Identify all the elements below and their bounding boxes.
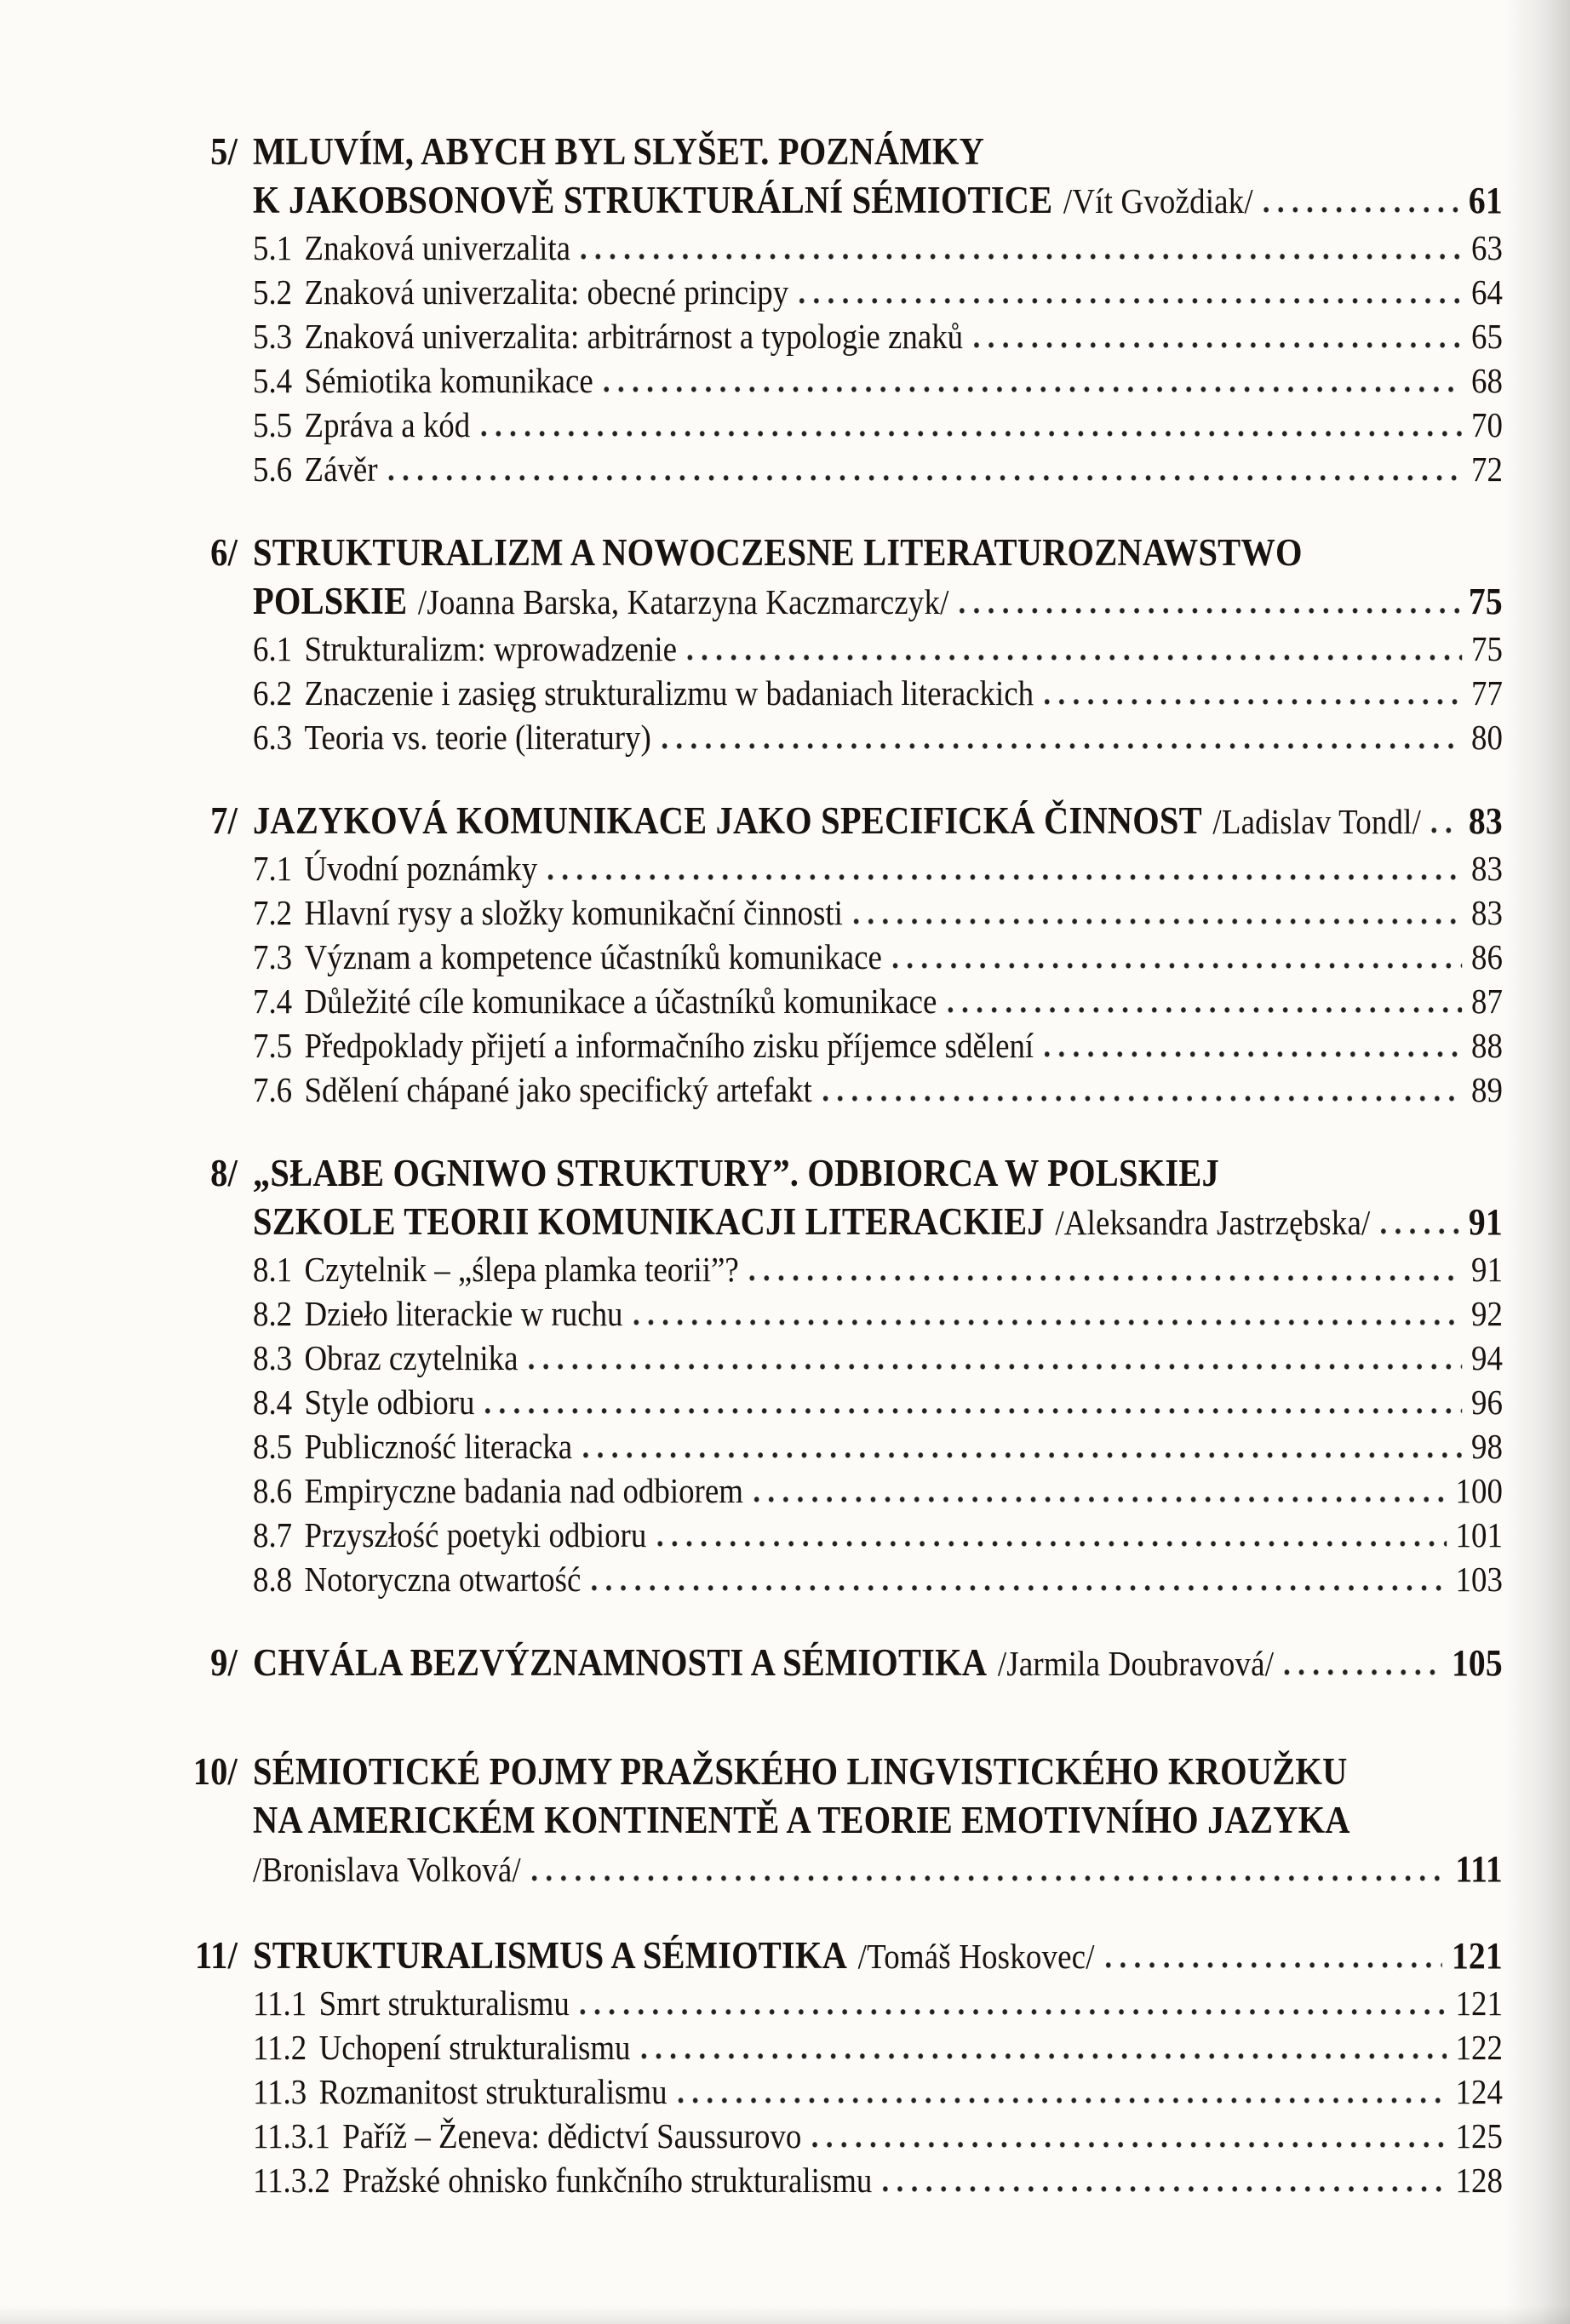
toc-entry-row (0, 1247, 1503, 1291)
entry-number: 11.3 (253, 2072, 307, 2111)
section-title: SÉMIOTICKÉ POJMY PRAŽSKÉHO LINGVISTICKÉHO KROUŽKU (253, 1750, 1348, 1793)
entry-title: Znaczenie i zasięg strukturalizmu w badaniach literackich (304, 673, 1034, 713)
toc-entry-row (0, 846, 1503, 890)
entry-title: Závěr (304, 449, 378, 489)
section-header-row (0, 128, 1503, 176)
toc-section (0, 1748, 1503, 1894)
toc-entry-row (0, 1380, 1503, 1424)
toc-section (0, 128, 1503, 491)
entry-number: 5.6 (253, 449, 293, 489)
toc-entry-row (0, 1981, 1503, 2025)
section-author: /Tomáš Hoskovec/ (857, 1937, 1095, 1976)
toc-section (0, 797, 1503, 1112)
page-number: 124 (1455, 2072, 1503, 2111)
scan-shadow-bottom (0, 2305, 1570, 2324)
section-number: 7/ (210, 799, 238, 842)
page-number: 105 (1451, 1642, 1503, 1684)
entry-number: 7.4 (253, 982, 293, 1021)
section-number: 11/ (194, 1934, 238, 1977)
entry-title: Znaková univerzalita (304, 228, 571, 267)
entry-title: Hlavní rysy a složky komunikační činnosti (304, 893, 843, 932)
dot-leader (485, 1408, 1462, 1414)
section-author: /Joanna Barska, Katarzyna Kaczmarczyk/ (417, 582, 949, 621)
page-number: 91 (1471, 1250, 1503, 1289)
section-title: POLSKIE (253, 580, 408, 622)
dot-leader (749, 1275, 1462, 1281)
toc-entry-row (0, 358, 1503, 403)
dot-leader (799, 298, 1462, 304)
section-title: MLUVÍM, ABYCH BYL SLYŠET. POZNÁMKY (253, 130, 984, 173)
dot-leader (688, 655, 1463, 661)
page-number: 111 (1455, 1848, 1503, 1890)
dot-leader (1045, 699, 1463, 705)
dot-leader (531, 1875, 1446, 1881)
toc-entry-row (0, 2114, 1503, 2158)
toc-entry-row (0, 1291, 1503, 1336)
entry-number: 8.3 (253, 1338, 293, 1377)
page-number: 68 (1471, 361, 1503, 400)
dot-leader (1105, 1962, 1442, 1968)
page-number: 83 (1471, 893, 1503, 932)
toc-entry-row (0, 447, 1503, 491)
entry-number: 7.6 (253, 1070, 293, 1109)
entry-number: 7.5 (253, 1026, 293, 1065)
entry-title: Notoryczna otwartość (304, 1560, 582, 1599)
entry-title: Význam a kompetence účastníků komunikace (304, 937, 882, 976)
dot-leader (1045, 1051, 1462, 1057)
toc-entry-row (0, 1336, 1503, 1380)
entry-title: Obraz czytelnika (304, 1338, 519, 1377)
page-number: 88 (1471, 1026, 1503, 1065)
section-title: NA AMERICKÉM KONTINENTĚ A TEORIE EMOTIVNÍHO JAZYKA (253, 1799, 1350, 1841)
section-title: K JAKOBSONOVĚ STRUKTURÁLNÍ SÉMIOTICE (253, 179, 1053, 221)
toc-section (0, 1639, 1503, 1688)
entry-number: 6.2 (253, 673, 293, 713)
toc-section (0, 529, 1503, 759)
dot-leader (754, 1497, 1447, 1503)
page-number: 83 (1471, 849, 1503, 888)
dot-leader (1381, 1228, 1459, 1234)
entry-number: 11.1 (253, 1983, 307, 2023)
entry-number: 11.3.2 (253, 2161, 330, 2200)
toc-entry-row (0, 314, 1503, 358)
section-title: „SŁABE OGNIWO STRUKTURY”. ODBIORCA W POLSKIEJ (253, 1152, 1219, 1194)
entry-title: Úvodní poznámky (304, 849, 538, 888)
dot-leader (1285, 1669, 1442, 1675)
toc-entry-row (0, 1023, 1503, 1068)
toc-entry-row (0, 2069, 1503, 2114)
dot-leader (592, 1585, 1447, 1591)
toc-entry-row (0, 1557, 1503, 1601)
toc-entry-row (0, 671, 1503, 715)
entry-title: Dzieło literackie w ruchu (304, 1294, 623, 1333)
page-number: 100 (1455, 1471, 1503, 1510)
dot-leader (388, 475, 1462, 481)
dot-leader (948, 1007, 1462, 1013)
toc-entry-row (0, 1068, 1503, 1112)
toc-entry-row (0, 403, 1503, 447)
section-number: 8/ (210, 1152, 238, 1194)
section-title: STRUKTURALISMUS A SÉMIOTIKA (253, 1934, 848, 1977)
entry-title: Teoria vs. teorie (literatury) (304, 718, 651, 757)
page-number: 121 (1455, 1983, 1503, 2023)
page-number: 94 (1471, 1338, 1503, 1377)
dot-leader (812, 2142, 1447, 2148)
entry-title: Style odbioru (304, 1382, 475, 1422)
toc-section (0, 1149, 1503, 1601)
entry-number: 7.1 (253, 849, 293, 888)
page-number: 83 (1468, 800, 1503, 842)
entry-number: 8.1 (253, 1250, 293, 1289)
entry-title: Paříž – Ženeva: dědictví Saussurovo (342, 2116, 802, 2155)
entry-title: Znaková univerzalita: arbitrárnost a typologie znaků (304, 317, 964, 356)
section-title: SZKOLE TEORII KOMUNIKACJI LITERACKIEJ (253, 1200, 1045, 1243)
page-number: 75 (1468, 581, 1503, 622)
toc-entry-row (0, 2158, 1503, 2202)
section-title: CHVÁLA BEZVÝZNAMNOSTI A SÉMIOTIKA (253, 1641, 988, 1684)
dot-leader (960, 608, 1459, 614)
page-number: 80 (1471, 718, 1503, 757)
toc-entry-row (0, 627, 1503, 671)
section-author: /Ladislav Tondl/ (1212, 802, 1422, 841)
section-header-row (0, 1796, 1503, 1845)
page-number: 89 (1471, 1070, 1503, 1109)
entry-title: Pražské ohnisko funkčního strukturalismu (342, 2161, 873, 2200)
section-author: /Aleksandra Jastrzębska/ (1055, 1203, 1371, 1242)
dot-leader (604, 386, 1462, 392)
dot-leader (1263, 207, 1459, 213)
section-header-row (0, 1748, 1503, 1796)
page-number: 64 (1471, 272, 1503, 312)
page-number: 77 (1471, 673, 1503, 713)
dot-leader (822, 1096, 1462, 1102)
entry-number: 6.3 (253, 718, 293, 757)
dot-leader (883, 2186, 1447, 2192)
dot-leader (481, 431, 1462, 437)
entry-number: 6.1 (253, 629, 293, 668)
page-number: 61 (1468, 180, 1503, 221)
page-number: 125 (1455, 2116, 1503, 2155)
dot-leader (529, 1364, 1462, 1370)
entry-title: Przyszłość poetyki odbioru (304, 1515, 647, 1554)
section-header-row (0, 577, 1503, 627)
section-header-row (0, 176, 1503, 226)
entry-title: Předpoklady přijetí a informačního zisku příjemce sdělení (304, 1026, 1034, 1065)
toc-entry-row (0, 226, 1503, 270)
page-number: 91 (1468, 1201, 1503, 1243)
dot-leader (853, 919, 1462, 924)
entry-number: 7.2 (253, 893, 293, 932)
section-author: /Bronislava Volková/ (253, 1850, 521, 1889)
entry-number: 5.5 (253, 405, 293, 444)
entry-title: Empiryczne badania nad odbiorem (304, 1471, 743, 1510)
entry-number: 5.3 (253, 317, 293, 356)
entry-number: 8.5 (253, 1427, 293, 1466)
entry-title: Czytelnik – „ślepa plamka teorii”? (304, 1250, 739, 1289)
entry-title: Publiczność literacka (304, 1427, 573, 1466)
entry-number: 5.1 (253, 228, 293, 267)
page-number: 98 (1471, 1427, 1503, 1466)
entry-number: 8.4 (253, 1382, 293, 1422)
page-number: 96 (1471, 1382, 1503, 1422)
entry-title: Zpráva a kód (304, 405, 471, 444)
page-number: 87 (1471, 982, 1503, 1021)
dot-leader (582, 254, 1463, 260)
page-number: 65 (1471, 317, 1503, 356)
page-number: 103 (1455, 1560, 1503, 1599)
dot-leader (662, 743, 1462, 749)
section-header-row (0, 1149, 1503, 1198)
entry-title: Sémiotika komunikace (304, 361, 593, 400)
section-author: /Jarmila Doubravová/ (997, 1644, 1275, 1683)
section-title: JAZYKOVÁ KOMUNIKACE JAKO SPECIFICKÁ ČINNOST (253, 799, 1202, 842)
dot-leader (548, 874, 1462, 880)
entry-number: 8.6 (253, 1471, 293, 1510)
dot-leader (633, 1319, 1462, 1325)
section-header-row (0, 529, 1503, 577)
dot-leader (657, 1541, 1447, 1547)
toc-entry-row (0, 715, 1503, 759)
page-number: 122 (1455, 2028, 1503, 2067)
toc-entry-row (0, 890, 1503, 935)
toc-entry-row (0, 1424, 1503, 1468)
dot-leader (580, 2009, 1446, 2015)
toc-entry-row (0, 1513, 1503, 1557)
toc-entry-row (0, 979, 1503, 1023)
entry-number: 5.2 (253, 272, 293, 312)
entry-number: 7.3 (253, 937, 293, 976)
entry-number: 8.8 (253, 1560, 293, 1599)
entry-title: Rozmanitost strukturalismu (318, 2072, 668, 2111)
page-number: 72 (1471, 449, 1503, 489)
dot-leader (678, 2098, 1447, 2104)
page-number: 101 (1455, 1515, 1503, 1554)
section-header-row (0, 1845, 1503, 1894)
dot-leader (583, 1452, 1463, 1458)
page-number: 121 (1451, 1935, 1503, 1977)
entry-title: Uchopení strukturalismu (318, 2028, 631, 2067)
entry-number: 11.2 (253, 2028, 307, 2067)
page-number: 70 (1471, 405, 1503, 444)
entry-title: Smrt strukturalismu (318, 1983, 570, 2023)
section-number: 10/ (192, 1750, 238, 1793)
page-number: 63 (1471, 228, 1503, 267)
section-number: 6/ (210, 531, 238, 574)
toc-entry-row (0, 2025, 1503, 2069)
section-header-row (0, 1639, 1503, 1688)
entry-number: 11.3.1 (253, 2116, 330, 2155)
toc-entry-row (0, 270, 1503, 314)
dot-leader (892, 963, 1462, 969)
dot-leader (974, 342, 1462, 348)
toc-entry-row (0, 1468, 1503, 1513)
entry-title: Důležité cíle komunikace a účastníků komunikace (304, 982, 937, 1021)
section-header-row (0, 797, 1503, 846)
section-header-row (0, 1198, 1503, 1247)
section-title: STRUKTURALIZM A NOWOCZESNE LITERATUROZNAWSTWO (253, 531, 1303, 574)
page-number: 128 (1455, 2161, 1503, 2200)
entry-title: Strukturalizm: wprowadzenie (304, 629, 678, 668)
dot-leader (1432, 827, 1460, 833)
entry-number: 8.7 (253, 1515, 293, 1554)
section-number: 9/ (210, 1641, 238, 1684)
toc-entry-row (0, 935, 1503, 979)
toc-section (0, 1932, 1503, 2202)
entry-title: Sdělení chápané jako specifický artefakt (304, 1070, 812, 1109)
entry-number: 5.4 (253, 361, 293, 400)
dot-leader (641, 2053, 1447, 2059)
entry-number: 8.2 (253, 1294, 293, 1333)
section-author: /Vít Gvoždiak/ (1063, 181, 1253, 220)
section-number: 5/ (210, 130, 238, 173)
page-number: 86 (1471, 937, 1503, 976)
page-number: 92 (1471, 1294, 1503, 1333)
page-number: 75 (1471, 629, 1503, 668)
entry-title: Znaková univerzalita: obecné principy (304, 272, 789, 312)
section-header-row (0, 1932, 1503, 1981)
